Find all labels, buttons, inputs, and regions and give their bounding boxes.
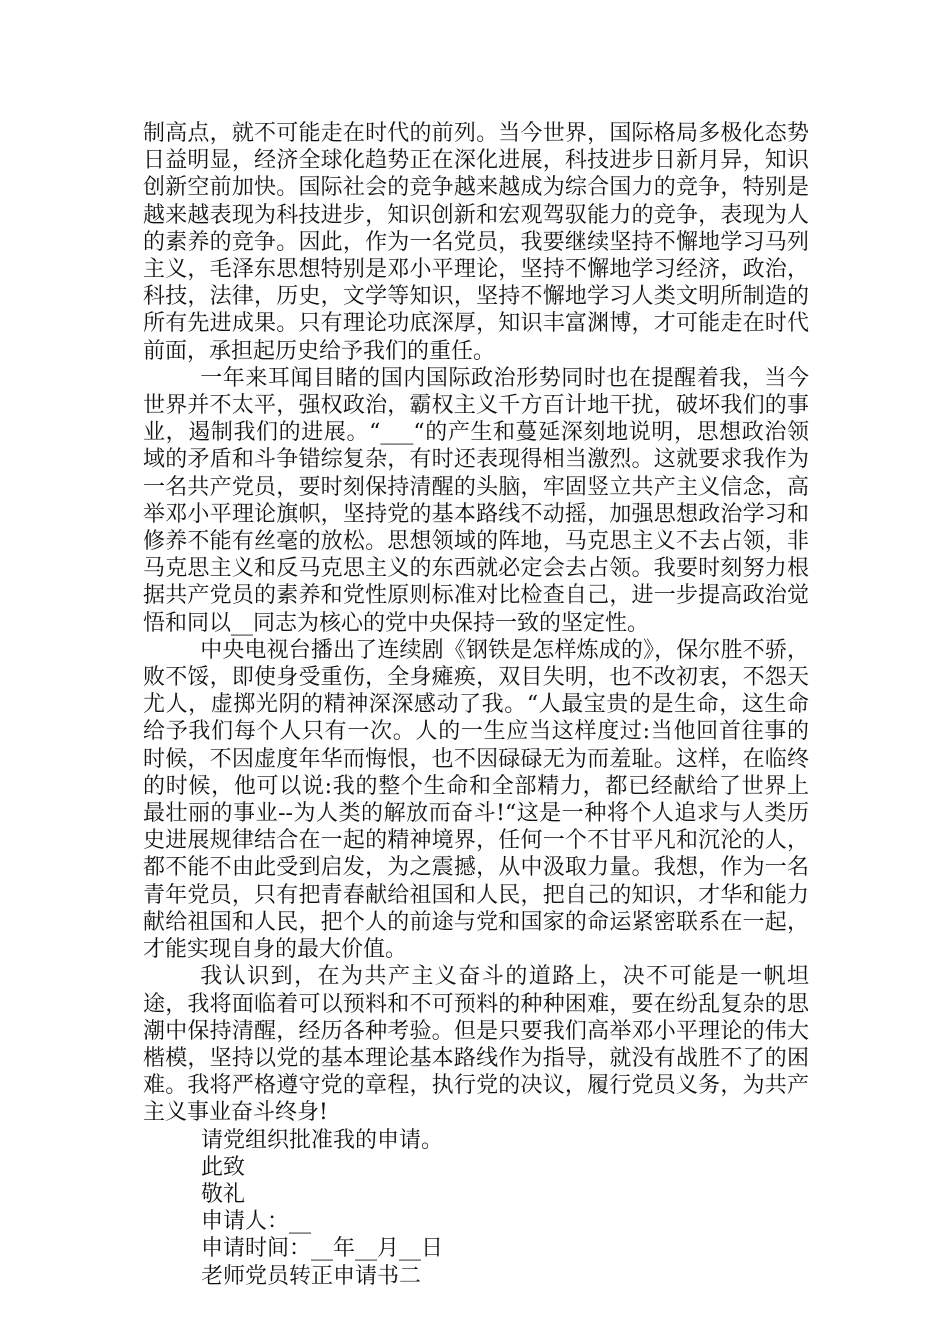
regards-line: 敬礼 [201, 1181, 246, 1207]
next-section-title: 老师党员转正申请书二 [201, 1263, 422, 1289]
document-body [143, 120, 809, 1290]
paragraph-3: 中央电视台播出了连续剧《钢铁是怎样炼成的》，保尔胜不骄，败不馁，即使身受重伤，全身瘫痪，双目失明，也不改初衷，不怨天尤人，虚掷光阴的精神深深感动了我。“人最宝贵的是生命，这生命给予我们每个人只有一次。人的一生应当这样度过:当他回首往事的时候，不因虚度年华而悔恨，也不因碌碌无为而羞耻。这样，在临终的时候，他可以说:我的整个生命和全部精力，都已经献给了世界上最壮丽的事业--为人类的解放而奋斗!“这是一种将个人追求与人类历史进展规律结合在一起的精神境界，任何一个不甘平凡和沉沦的人，都不能不由此受到启发，为之震撼，从中汲取力量。我想，作为一名青年党员，只有把青春献给祖国和人民，把自己的知识，才华和能力献给祖国和人民，把个人的前途与党和国家的命运紧密联系在一起，才能实现自身的最大价值。 [143, 637, 809, 963]
salutation-line: 此致 [201, 1154, 246, 1180]
request-approval-line: 请党组织批准我的申请。 [201, 1127, 444, 1153]
paragraph-4: 我认识到，在为共产主义奋斗的道路上，决不可能是一帆坦途，我将面临着可以预料和不可预料的种种困难，要在纷乱复杂的思潮中保持清醒，经历各种考验。但是只要我们高举邓小平理论的伟大楷模，坚持以党的基本理论基本路线作为指导，就没有战胜不了的困难。我将严格遵守党的章程，执行党的决议，履行党员义务，为共产主义事业奋斗终身! [143, 964, 809, 1126]
applicant-line: 申请人：__ [201, 1209, 312, 1235]
application-date-line: 申请时间：__年__月__日 [201, 1236, 444, 1262]
paragraph-2: 一年来耳闻目睹的国内国际政治形势同时也在提醒着我，当今世界并不太平，强权政治，霸权主义千方百计地干扰，破坏我们的事业，遏制我们的进展。“___“的产生和蔓延深刻地说明，思想政治领域的矛盾和斗争错综复杂，有时还表现得相当激烈。这就要求我作为一名共产党员，要时刻保持清醒的头脑，牢固竖立共产主义信念，高举邓小平理论旗帜，坚持党的基本路线不动摇，加强思想政治学习和修养不能有丝毫的放松。思想领域的阵地，马克思主义不去占领，非马克思主义和反马克思主义的东西就必定会去占领。我要时刻努力根据共产党员的素养和党性原则标准对比检查自己，进一步提高政治觉悟和同以__同志为核心的党中央保持一致的坚定性。 [143, 365, 809, 636]
paragraph-1: 制高点，就不可能走在时代的前列。当今世界，国际格局多极化态势日益明显，经济全球化趋势正在深化进展，科技进步日新月异，知识创新空前加快。国际社会的竞争越来越成为综合国力的竞争，特别是越来越表现为科技进步，知识创新和宏观驾驭能力的竞争，表现为人的素养的竞争。因此，作为一名党员，我要继续坚持不懈地学习马列主义，毛泽东思想特别是邓小平理论，坚持不懈地学习经济，政治，科技，法律，历史，文学等知识，坚持不懈地学习人类文明所制造的所有先进成果。只有理论功底深厚，知识丰富渊博，才可能走在时代前面，承担起历史给予我们的重任。 [143, 121, 809, 364]
